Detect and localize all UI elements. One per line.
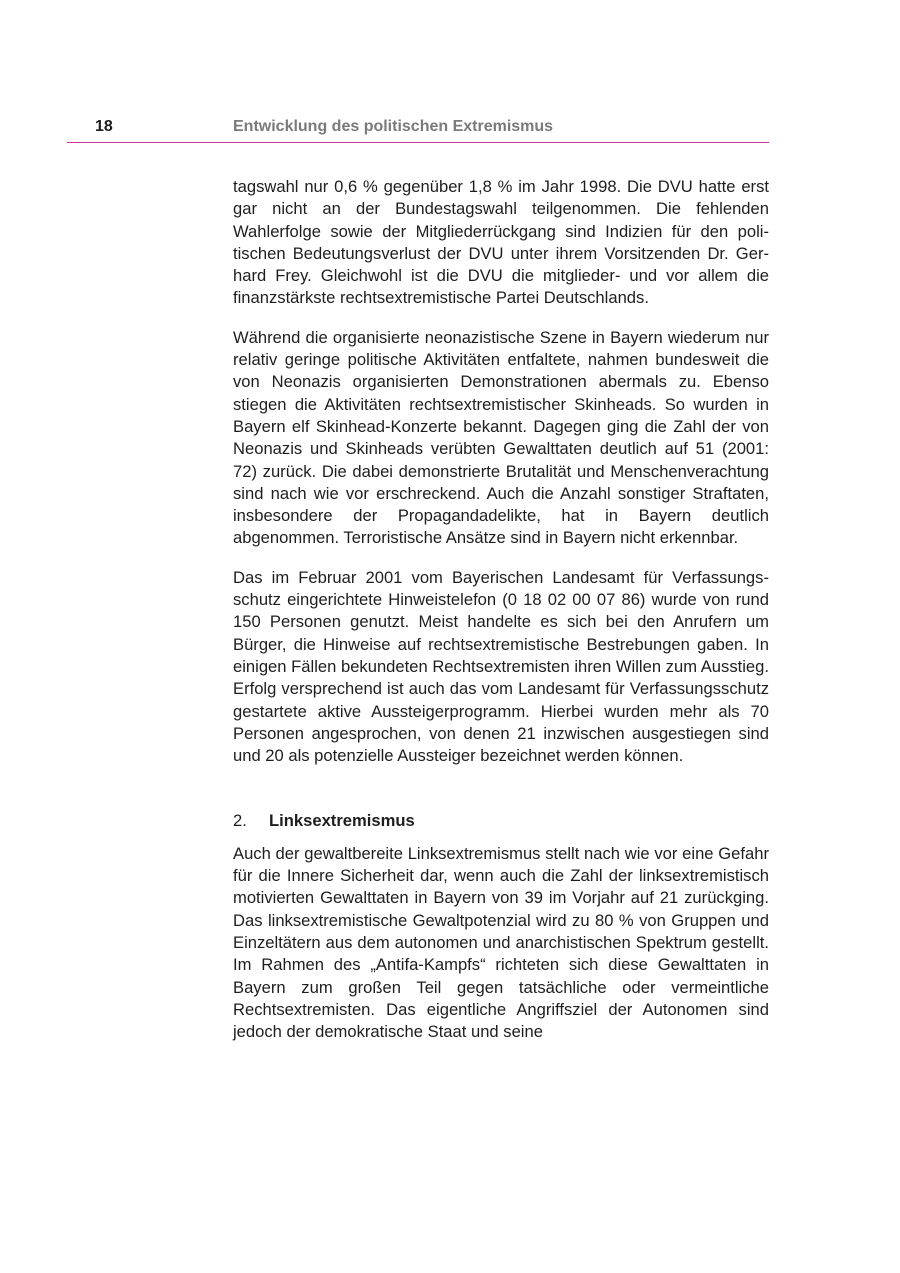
body-text [233,176,769,1060]
paragraph-hotline: Das im Februar 2001 vom Bayerischen Landesamt für Verfassungsschutz eingerichtete Hinweistelefon (0 18 02 00 07 86) wurde von rund 150 Personen genutzt. Meist handelte es sich bei den Anrufern um Bürger, die Hinweise auf rechtsextremistische Bestrebungen gaben. In einigen Fällen bekundeten Rechtsextremisten ihren Willen zum Ausstieg. Erfolg versprechend ist auch das vom Landesamt für Verfassungsschutz gestartete aktive Aussteigerprogramm. Hierbei wurden mehr als 70 Personen angesprochen, von denen 21 inzwischen ausgestiegen sind und 20 als potenzielle Aussteiger bezeichnet werden können. [233,567,769,766]
section-title: Linksextremismus [269,811,415,831]
section-heading [233,810,769,832]
paragraph-left-extremism: Auch der gewaltbereite Linksextremismus stellt nach wie vor eine Gefahr für die Innere Sicherheit dar, wenn auch die Zahl der linksextremistisch motivierten Gewalttaten in Bayern von 39 im Vorjahr auf 21 zurückging. Das linksextremistische Gewaltpotenzial wird zu 80 % von Gruppen und Einzeltätern aus dem autonomen und anarchistischen Spektrum gestellt. Im Rahmen des „Antifa-Kampfs“ richteten sich diese Gewalttaten in Bayern zum großen Teil gegen tatsächliche oder vermeintliche Rechtsextremisten. Das eigentliche Angriffsziel der Autonomen sind jedoch der demokratische Staat und seine [233,843,769,1042]
paragraph-neonazi-scene: Während die organisierte neonazistische Szene in Bayern wiederum nur relativ geringe politische Aktivitäten entfaltete, nahmen bundesweit die von Neonazis organisierten Demonstrationen abermals zu. Ebenso stiegen die Aktivitäten rechtsextremistischer Skinheads. So wurden in Bayern elf Skinhead-Konzerte bekannt. Dagegen ging die Zahl der von Neonazis und Skinheads verübten Gewalttaten deutlich auf 51 (2001: 72) zurück. Die dabei demonstrierte Brutalität und Menschenverachtung sind nach wie vor erschreckend. Auch die Anzahl sonstiger Straftaten, insbesondere der Propagandadelikte, hat in Bayern deutlich abgenommen. Terroristische Ansätze sind in Bayern nicht erkennbar. [233,327,769,548]
chapter-title: Entwicklung des politischen Extremismus [233,118,554,135]
paragraph-dvu-election: tagswahl nur 0,6 % gegenüber 1,8 % im Jahr 1998. Die DVU hatte erst gar nicht an der Bundestagswahl teilgenommen. Die fehlenden Wahlerfolge sowie der Mitgliederrückgang sind Indizien für den politischen Bedeutungsverlust der DVU unter ihrem Vorsitzenden Dr. Gerhard Frey. Gleichwohl ist die DVU die mitglieder- und vor allem die finanzstärkste rechtsextremistische Partei Deutschlands. [233,177,769,308]
page-number: 18 [95,118,113,135]
running-head [67,116,769,143]
section-number: 2. [233,811,247,831]
